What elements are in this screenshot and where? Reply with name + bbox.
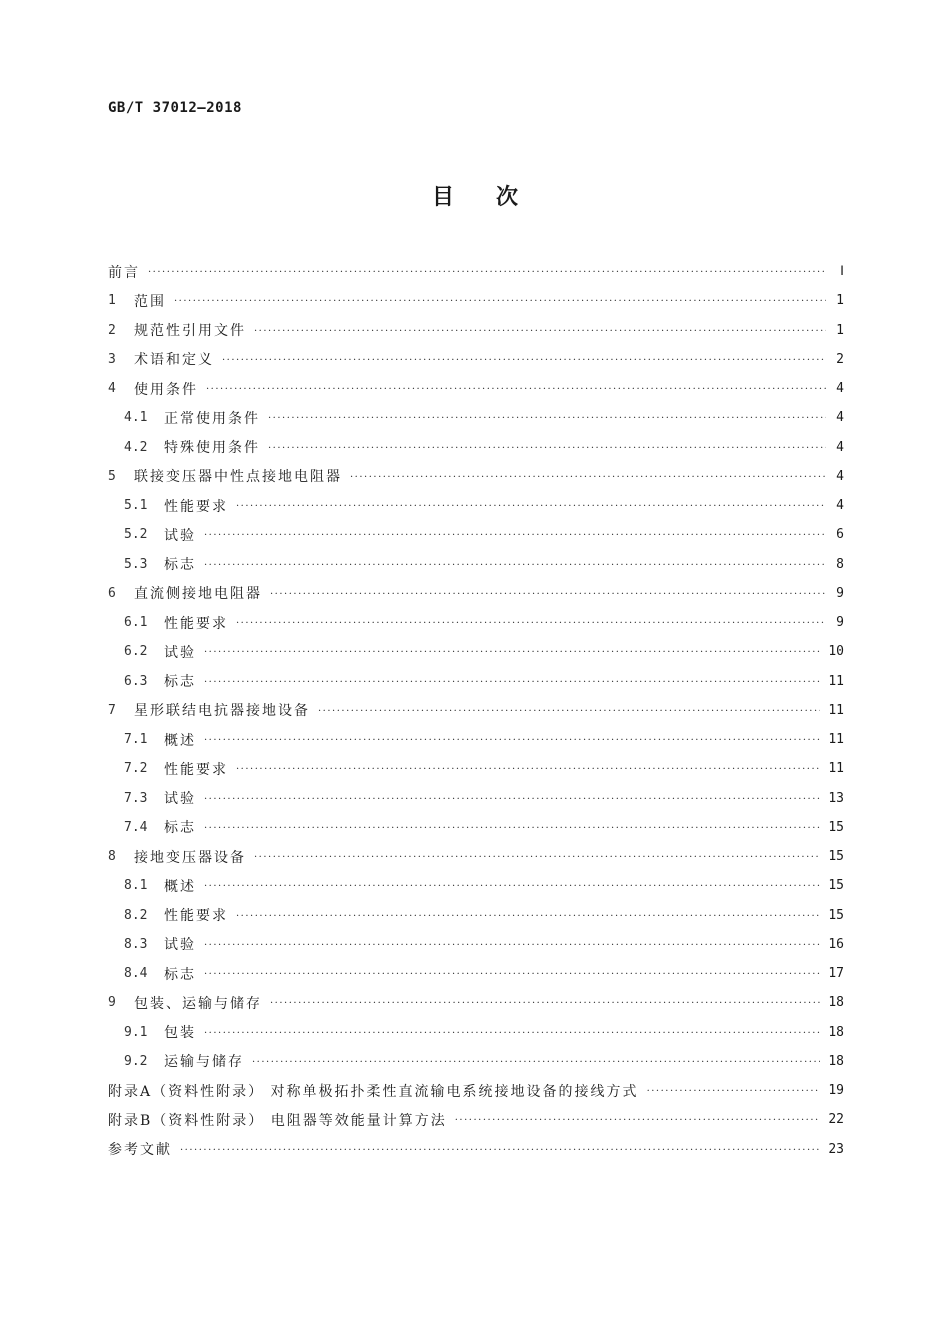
toc-entry-page: 15	[828, 849, 844, 865]
dot-leader	[204, 1028, 820, 1039]
toc-entry-label: 性能要求	[164, 498, 228, 515]
dot-leader	[180, 1145, 820, 1156]
toc-entry-page: 19	[828, 1083, 844, 1099]
toc-entry-number: 8	[108, 849, 116, 865]
toc-entry[interactable]	[108, 550, 844, 579]
toc-entry-page: 23	[828, 1141, 844, 1157]
toc-entry-page: Ⅰ	[840, 264, 844, 280]
dot-leader	[350, 472, 826, 483]
toc-entry[interactable]	[108, 813, 844, 842]
toc-entry-number: 4	[108, 381, 116, 397]
toc-entry-label: 标志	[164, 557, 196, 574]
toc-entry[interactable]	[108, 286, 844, 315]
toc-entry[interactable]	[108, 988, 844, 1017]
toc-entry-page: 10	[828, 644, 844, 660]
toc-entry-page: 11	[828, 673, 844, 689]
dot-leader	[204, 794, 820, 805]
toc-entry-label: 前言	[108, 264, 140, 281]
dot-leader	[236, 764, 820, 775]
toc-entry-label: 包装	[164, 1025, 196, 1042]
toc-entry-page: 22	[828, 1112, 844, 1128]
toc-entry-page: 15	[828, 878, 844, 894]
toc-entry-number: 8.2	[124, 907, 148, 923]
dot-leader	[455, 1115, 821, 1126]
toc-entry-page: 8	[836, 556, 844, 572]
toc-entry-label: 联接变压器中性点接地电阻器	[134, 469, 342, 486]
dot-leader	[206, 384, 826, 395]
toc-entry-page: 4	[836, 468, 844, 484]
toc-entry-label: 概述	[164, 878, 196, 895]
dot-leader	[204, 530, 826, 541]
toc-entry-number: 8.1	[124, 878, 148, 894]
toc-entry-number: 4.1	[124, 410, 148, 426]
toc-entry-page: 15	[828, 819, 844, 835]
dot-leader	[204, 647, 820, 658]
toc-entry-page: 4	[836, 381, 844, 397]
toc-entry-label: 概述	[164, 732, 196, 749]
toc-entry-label: 标志	[164, 966, 196, 983]
toc-entry-number: 5.1	[124, 498, 148, 514]
toc-entry-number: 3	[108, 351, 116, 367]
toc-entry[interactable]	[108, 754, 844, 783]
toc-entry[interactable]	[108, 520, 844, 549]
toc-entry-number: 6.1	[124, 615, 148, 631]
toc-entry-label: 规范性引用文件	[134, 323, 246, 340]
toc-entry-page: 1	[836, 293, 844, 309]
toc-entry-number: 9	[108, 995, 116, 1011]
toc-entry-number: 7.2	[124, 761, 148, 777]
dot-leader	[236, 911, 820, 922]
toc-entry-label: 特殊使用条件	[164, 440, 260, 457]
toc-entry-number: 2	[108, 322, 116, 338]
toc-entry-number: 9.1	[124, 1024, 148, 1040]
toc-entry-page: 2	[836, 351, 844, 367]
dot-leader	[254, 326, 826, 337]
toc-entry-page: 4	[836, 498, 844, 514]
toc-entry-label: 附录B（资料性附录） 电阻器等效能量计算方法	[108, 1112, 447, 1129]
toc-entry-label: 直流侧接地电阻器	[134, 586, 262, 603]
toc-entry-page: 18	[828, 1053, 844, 1069]
toc-entry-label: 参考文献	[108, 1142, 172, 1159]
toc-entry-number: 1	[108, 293, 116, 309]
toc-entry[interactable]	[108, 608, 844, 637]
dot-leader	[270, 589, 826, 600]
toc-entry-label: 标志	[164, 674, 196, 691]
toc-entry[interactable]	[108, 374, 844, 403]
toc-entry-label: 性能要求	[164, 615, 228, 632]
toc-entry-label: 正常使用条件	[164, 410, 260, 427]
toc-entry-label: 试验	[164, 644, 196, 661]
toc-entry-page: 11	[828, 732, 844, 748]
dot-leader	[204, 881, 820, 892]
toc-entry-page: 11	[828, 761, 844, 777]
toc-entry[interactable]	[108, 579, 844, 608]
toc-entry[interactable]	[108, 842, 844, 871]
toc-entry[interactable]	[108, 257, 844, 286]
toc-entry-page: 17	[828, 966, 844, 982]
toc-entry-label: 术语和定义	[134, 352, 214, 369]
dot-leader	[318, 706, 820, 717]
toc-entry-number: 9.2	[124, 1053, 148, 1069]
toc-entry-number: 5.3	[124, 556, 148, 572]
toc-entry-page: 15	[828, 907, 844, 923]
toc-entry-page: 9	[836, 615, 844, 631]
toc-entry-number: 8.4	[124, 966, 148, 982]
toc-entry-number: 6.2	[124, 644, 148, 660]
toc-entry-label: 标志	[164, 820, 196, 837]
toc-entry-number: 8.3	[124, 936, 148, 952]
toc-entry-label: 接地变压器设备	[134, 849, 246, 866]
toc-entry-number: 5	[108, 468, 116, 484]
table-of-contents	[108, 257, 844, 1164]
dot-leader	[204, 560, 826, 571]
toc-entry[interactable]	[108, 901, 844, 930]
toc-entry-label: 运输与储存	[164, 1054, 244, 1071]
toc-entry[interactable]	[108, 696, 844, 725]
toc-entry[interactable]	[108, 959, 844, 988]
toc-entry[interactable]	[108, 871, 844, 900]
toc-entry-label: 试验	[164, 527, 196, 544]
dot-leader	[204, 940, 820, 951]
dot-leader	[647, 1086, 821, 1097]
toc-entry[interactable]	[108, 725, 844, 754]
dot-leader	[204, 823, 820, 834]
toc-entry-label: 试验	[164, 937, 196, 954]
toc-entry[interactable]	[108, 433, 844, 462]
toc-entry[interactable]	[108, 784, 844, 813]
toc-entry-number: 7	[108, 702, 116, 718]
toc-entry-label: 性能要求	[164, 761, 228, 778]
toc-entry[interactable]	[108, 1047, 844, 1076]
standard-code: GB/T 37012—2018	[108, 100, 242, 116]
dot-leader	[236, 501, 826, 512]
toc-entry-page: 9	[836, 585, 844, 601]
toc-entry-page: 11	[828, 702, 844, 718]
toc-entry-number: 6	[108, 585, 116, 601]
dot-leader	[174, 296, 826, 307]
toc-entry-label: 星形联结电抗器接地设备	[134, 703, 310, 720]
toc-entry-label: 使用条件	[134, 381, 198, 398]
toc-entry[interactable]	[108, 345, 844, 374]
dot-leader	[270, 998, 820, 1009]
toc-entry-page: 18	[828, 1024, 844, 1040]
dot-leader	[236, 618, 826, 629]
toc-entry-number: 7.1	[124, 732, 148, 748]
toc-entry-label: 范围	[134, 293, 166, 310]
page-title: 目次	[431, 185, 560, 210]
toc-entry[interactable]	[108, 316, 844, 345]
toc-entry-page: 13	[828, 790, 844, 806]
dot-leader	[204, 677, 820, 688]
toc-entry[interactable]	[108, 1018, 844, 1047]
dot-leader	[204, 735, 820, 746]
dot-leader	[222, 355, 826, 366]
dot-leader	[204, 969, 820, 980]
toc-entry-label: 试验	[164, 791, 196, 808]
toc-entry[interactable]	[108, 403, 844, 432]
toc-entry[interactable]	[108, 1105, 844, 1134]
toc-entry-label: 性能要求	[164, 908, 228, 925]
dot-leader	[254, 852, 820, 863]
toc-entry-page: 18	[828, 995, 844, 1011]
toc-entry-page: 4	[836, 410, 844, 426]
toc-entry[interactable]	[108, 1135, 844, 1164]
toc-entry-page: 1	[836, 322, 844, 338]
toc-entry[interactable]	[108, 1076, 844, 1105]
toc-entry-number: 7.4	[124, 819, 148, 835]
dot-leader	[268, 413, 826, 424]
toc-entry-page: 16	[828, 936, 844, 952]
toc-entry-number: 6.3	[124, 673, 148, 689]
toc-entry-label: 附录A（资料性附录） 对称单极拓扑柔性直流输电系统接地设备的接线方式	[108, 1083, 639, 1100]
dot-leader	[148, 267, 826, 278]
toc-entry[interactable]	[108, 637, 844, 666]
toc-entry-page: 4	[836, 439, 844, 455]
toc-entry[interactable]	[108, 930, 844, 959]
toc-entry[interactable]	[108, 462, 844, 491]
toc-entry-number: 5.2	[124, 527, 148, 543]
dot-leader	[268, 443, 826, 454]
toc-entry[interactable]	[108, 491, 844, 520]
toc-entry-number: 4.2	[124, 439, 148, 455]
toc-entry-page: 6	[836, 527, 844, 543]
dot-leader	[252, 1057, 820, 1068]
toc-entry[interactable]	[108, 667, 844, 696]
toc-entry-number: 7.3	[124, 790, 148, 806]
toc-entry-label: 包装、运输与储存	[134, 995, 262, 1012]
